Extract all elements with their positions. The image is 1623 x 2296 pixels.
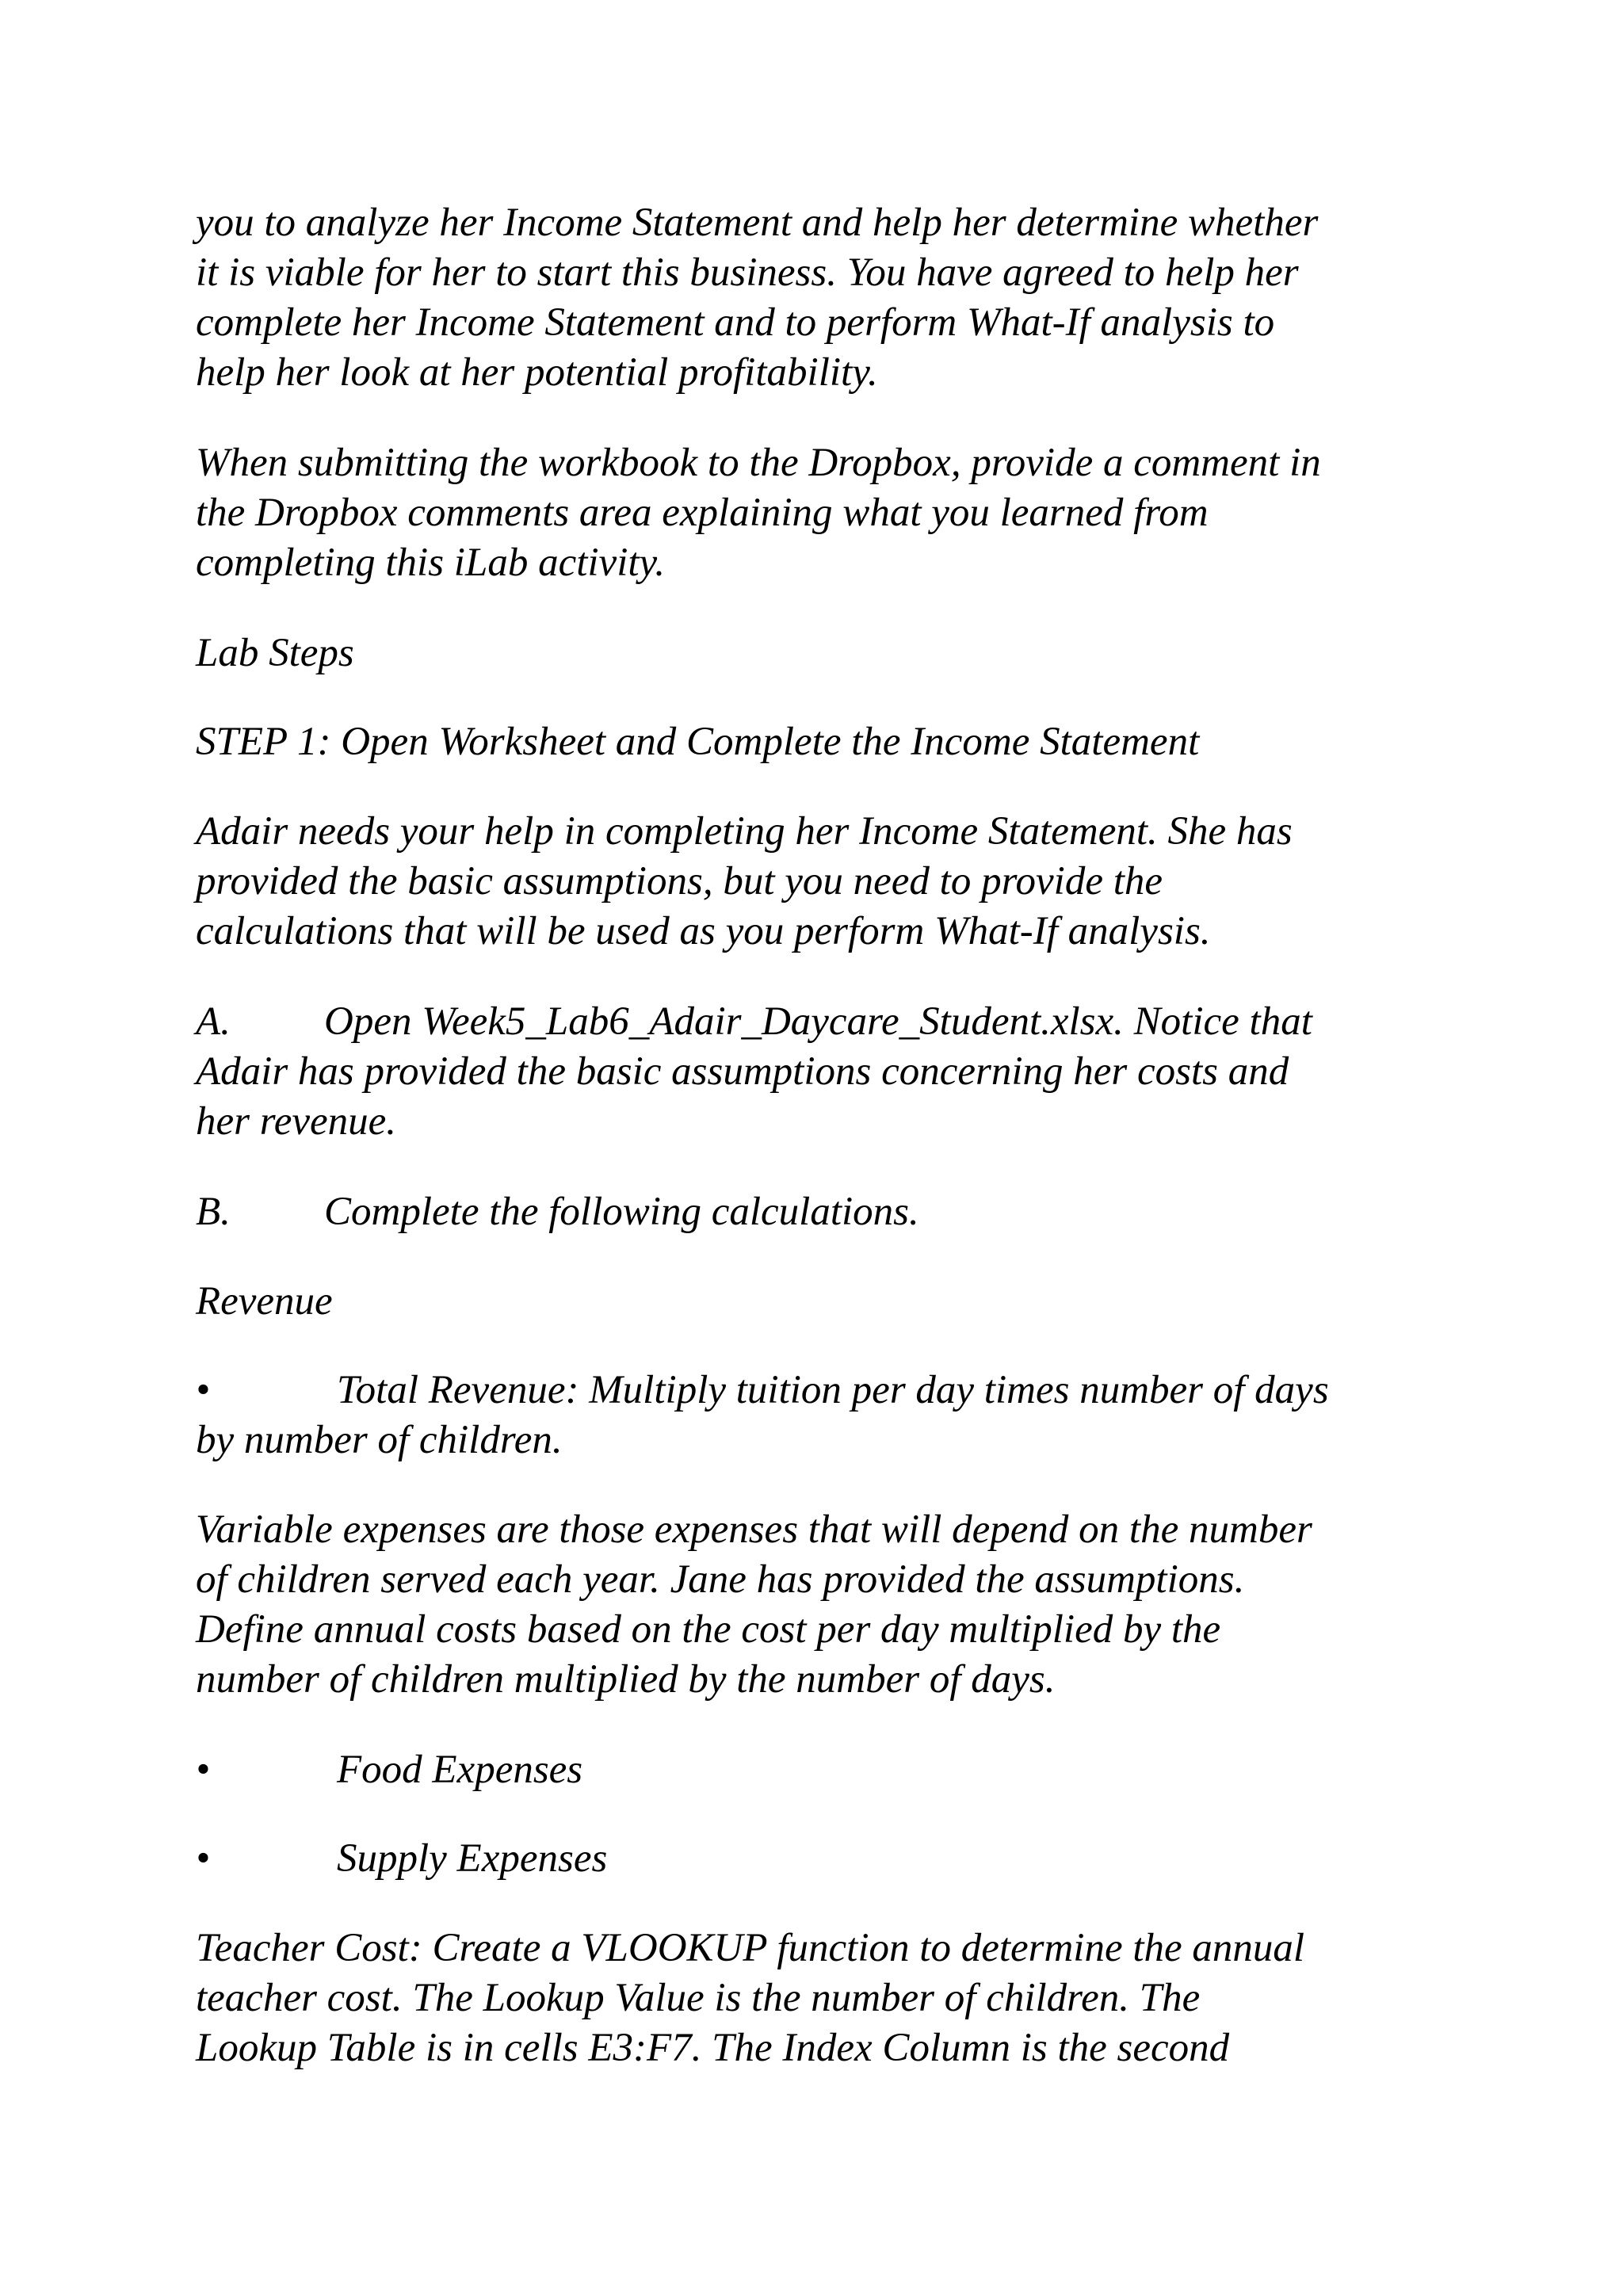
teacher-cost-paragraph bbox=[196, 1924, 1464, 2073]
list-marker: B. bbox=[196, 1190, 231, 1234]
text-line: help her look at her potential profitability. bbox=[196, 350, 878, 395]
text-line: Supply Expenses bbox=[337, 1836, 608, 1881]
text-line: number of children multiplied by the number of days. bbox=[196, 1657, 1056, 1702]
total-revenue-bullet bbox=[196, 1366, 1464, 1465]
lab-steps-heading bbox=[196, 628, 1464, 678]
text-line: Define annual costs based on the cost per day multiplied by the bbox=[196, 1607, 1221, 1652]
text-line: Adair has provided the basic assumptions concerning her costs and bbox=[196, 1049, 1289, 1094]
text-line: complete her Income Statement and to perform What-If analysis to bbox=[196, 300, 1275, 345]
text-line: completing this iLab activity. bbox=[196, 541, 666, 585]
text-line: When submitting the workbook to the Dropbox, provide a comment in bbox=[196, 441, 1321, 485]
text-line: by number of children. bbox=[196, 1418, 563, 1462]
text-line: her revenue. bbox=[196, 1099, 396, 1144]
variable-expenses-paragraph bbox=[196, 1505, 1464, 1705]
text-line: Variable expenses are those expenses that will depend on the number bbox=[196, 1507, 1312, 1552]
text-line: calculations that will be used as you perform What-If analysis. bbox=[196, 909, 1211, 953]
step-a-paragraph bbox=[196, 997, 1464, 1147]
text-line: teacher cost. The Lookup Value is the number of children. The bbox=[196, 1976, 1201, 2020]
text-line: the Dropbox comments area explaining what you learned from bbox=[196, 491, 1209, 535]
intro-paragraph bbox=[196, 198, 1464, 398]
supply-expenses-bullet bbox=[196, 1834, 1464, 1884]
text-line: Food Expenses bbox=[337, 1748, 583, 1792]
text-line: Teacher Cost: Create a VLOOKUP function to determine the annual bbox=[196, 1926, 1305, 1970]
text-line: Lookup Table is in cells E3:F7. The Index Column is the second bbox=[196, 2026, 1230, 2070]
bullet-icon: • bbox=[196, 1748, 210, 1792]
text-line: of children served each year. Jane has provided the assumptions. bbox=[196, 1557, 1245, 1602]
revenue-heading bbox=[196, 1277, 1464, 1327]
text-line: Total Revenue: Multiply tuition per day times number of days bbox=[337, 1368, 1329, 1412]
text-line: Complete the following calculations. bbox=[324, 1190, 919, 1234]
heading-text: STEP 1: Open Worksheet and Complete the Income Statement bbox=[196, 720, 1200, 764]
list-marker: A. bbox=[196, 999, 231, 1044]
bullet-icon: • bbox=[196, 1368, 210, 1412]
heading-text: Lab Steps bbox=[196, 631, 354, 675]
text-line: provided the basic assumptions, but you need to provide the bbox=[196, 859, 1163, 904]
text-line: Adair needs your help in completing her Income Statement. She has bbox=[196, 809, 1293, 854]
submission-paragraph bbox=[196, 438, 1464, 588]
text-line: Open Week5_Lab6_Adair_Daycare_Student.xlsx. Notice that bbox=[324, 999, 1312, 1044]
text-line: it is viable for her to start this business. You have agreed to help her bbox=[196, 250, 1299, 295]
text-line: you to analyze her Income Statement and help her determine whether bbox=[196, 201, 1319, 245]
step-b-paragraph bbox=[196, 1187, 1464, 1237]
bullet-icon: • bbox=[196, 1836, 210, 1881]
heading-text: Revenue bbox=[196, 1279, 333, 1324]
help-paragraph bbox=[196, 807, 1464, 957]
step-1-heading bbox=[196, 717, 1464, 767]
food-expenses-bullet bbox=[196, 1745, 1464, 1795]
